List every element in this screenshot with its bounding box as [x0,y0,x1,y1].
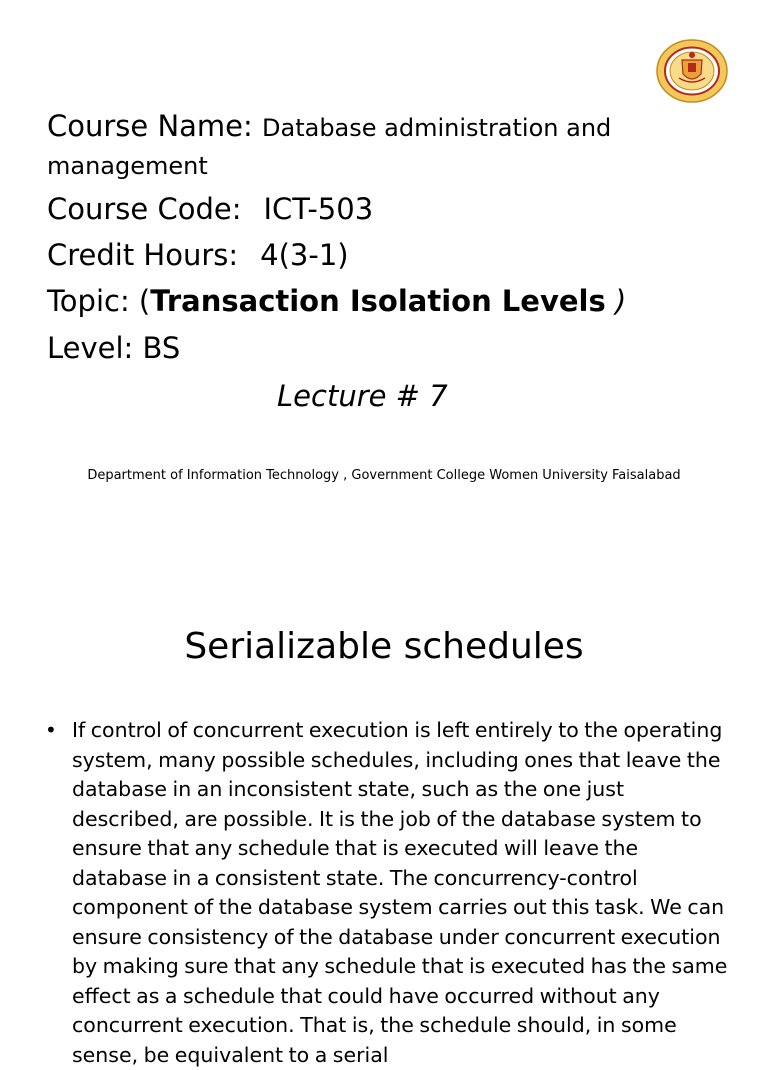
course-name-value-continued: management [47,152,208,180]
university-seal-icon [655,38,729,104]
slide-title: Serializable schedules [184,626,584,667]
bullet-icon: • [45,718,57,742]
credit-hours-value: 4(3-1) [260,238,349,272]
lecture-number: Lecture # 7 [277,379,448,413]
topic-line [47,284,627,318]
topic-value: Transaction Isolation Levels [150,284,606,318]
course-name-value: Database administration and [262,114,612,142]
course-code-line [47,192,374,226]
topic-label: Topic: ( [47,284,151,318]
department-footer: Department of Information Technology , Government College Women University Faisalabad [87,468,681,483]
credit-hours-line [47,238,349,272]
course-name-label: Course Name: [47,109,253,143]
course-name-line [47,109,612,143]
level-line: Level: BS [47,331,181,365]
course-code-label: Course Code: [47,192,242,226]
credit-hours-label: Credit Hours: [47,238,239,272]
course-code-value: ICT-503 [263,192,374,226]
topic-close: ) [605,284,627,318]
bullet-paragraph: If control of concurrent execution is left entirely to the operating system, many possible schedules, including ones that leave the database in an inconsistent state, such as the one just described, are possible. It is the job of the database system to ensure that any schedule that is executed will leave the database in a consistent state. The concurrency-control component of the database system carries out this task. We can ensure consistency of the database under concurrent execution by making sure that any schedule that is executed has the same effect as a schedule that could have occurred without any concurrent execution. That is, the schedule should, in some sense, be equivalent to a serial [72,718,728,1067]
content-slide [0,572,768,1067]
